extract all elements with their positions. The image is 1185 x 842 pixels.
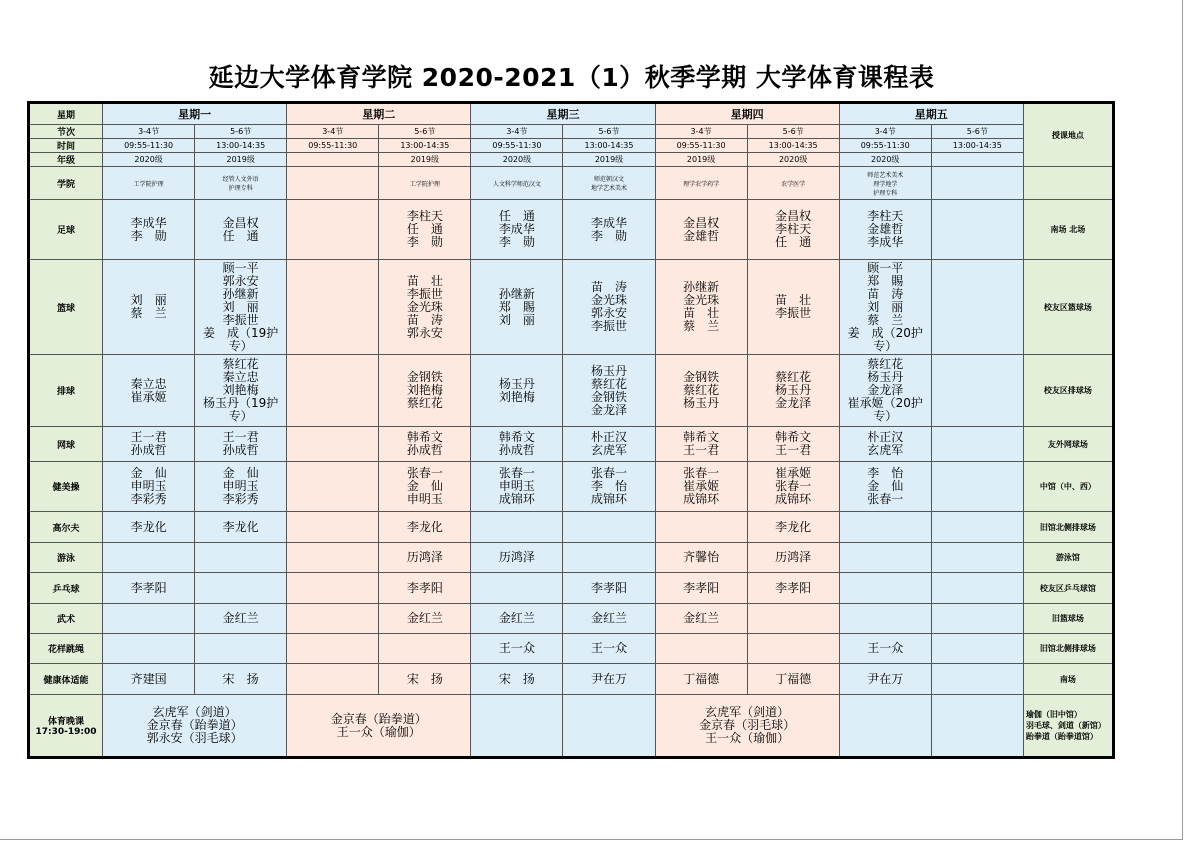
college-label: 学院 (29, 167, 103, 200)
sport-location: 中馆（中、西） (1023, 462, 1113, 512)
teacher-cell: 李成华 李 勋 (103, 200, 195, 260)
grade-cell: 2020级 (839, 153, 931, 167)
sport-row (29, 634, 1114, 664)
section-cell: 3-4节 (287, 125, 379, 139)
teacher-cell: 孙继新 郑 賜 刘 丽 (471, 260, 563, 355)
teacher-cell: 王一君 孙成哲 (195, 427, 287, 462)
teacher-cell (655, 512, 747, 543)
grade-row (29, 153, 1114, 167)
teacher-cell (747, 604, 839, 634)
sport-location: 校友区排球场 (1023, 355, 1113, 427)
teacher-cell: 金红兰 (563, 604, 655, 634)
teacher-cell (471, 573, 563, 604)
teacher-cell (931, 462, 1023, 512)
schedule-table (27, 101, 1115, 759)
college-cell: 理学农学药学 (655, 167, 747, 200)
teacher-cell: 金钢铁 刘艳梅 蔡红花 (379, 355, 471, 427)
teacher-cell: 韩希文 王一君 (655, 427, 747, 462)
teacher-cell: 苗 涛 金光珠 郭永安 李振世 (563, 260, 655, 355)
college-location-empty (1023, 167, 1113, 200)
teacher-cell: 金红兰 (195, 604, 287, 634)
teacher-cell: 张春一 崔承姬 成锦环 (655, 462, 747, 512)
grade-cell: 2020级 (747, 153, 839, 167)
section-cell: 5-6节 (747, 125, 839, 139)
section-cell: 3-4节 (839, 125, 931, 139)
teacher-cell: 李龙化 (747, 512, 839, 543)
teacher-cell: 孙继新 金光珠 苗 壮 蔡 兰 (655, 260, 747, 355)
section-row (29, 125, 1114, 139)
day-header-tue: 星期二 (287, 103, 471, 125)
section-cell: 3-4节 (655, 125, 747, 139)
teacher-cell: 张春一 申明玉 成锦环 (471, 462, 563, 512)
teacher-cell (931, 200, 1023, 260)
time-cell: 09:55-11:30 (287, 139, 379, 153)
sport-label: 武术 (29, 604, 103, 634)
sport-label: 乒乓球 (29, 573, 103, 604)
grade-cell: 2019级 (195, 153, 287, 167)
sport-row (29, 664, 1114, 695)
college-cell (287, 167, 379, 200)
evening-label: 体育晚课 17:30-19:00 (29, 695, 103, 758)
teacher-cell: 金 仙 申明玉 李彩秀 (103, 462, 195, 512)
grade-cell: 2020级 (103, 153, 195, 167)
teacher-cell (931, 512, 1023, 543)
grade-label: 年级 (29, 153, 103, 167)
location-header: 授课地点 (1023, 103, 1113, 167)
sport-row (29, 200, 1114, 260)
teacher-cell: 尹在万 (839, 664, 931, 695)
time-cell: 09:55-11:30 (103, 139, 195, 153)
time-cell: 13:00-14:35 (747, 139, 839, 153)
section-label: 节次 (29, 125, 103, 139)
teacher-cell: 宋 扬 (195, 664, 287, 695)
teacher-cell: 张春一 李 怡 成锦环 (563, 462, 655, 512)
grade-cell: 2020级 (471, 153, 563, 167)
time-cell: 13:00-14:35 (379, 139, 471, 153)
teacher-cell: 金昌权 任 通 (195, 200, 287, 260)
teacher-cell (839, 512, 931, 543)
teacher-cell (471, 512, 563, 543)
teacher-cell (287, 427, 379, 462)
teacher-cell: 王一君 孙成哲 (103, 427, 195, 462)
teacher-cell (839, 543, 931, 573)
teacher-cell: 崔承姬 张春一 成锦环 (747, 462, 839, 512)
teacher-cell: 李孝阳 (563, 573, 655, 604)
teacher-cell: 宋 扬 (471, 664, 563, 695)
sport-label: 花样跳绳 (29, 634, 103, 664)
teacher-cell: 韩希文 王一君 (747, 427, 839, 462)
day-header-fri: 星期五 (839, 103, 1023, 125)
college-cell: 工学院护理 (103, 167, 195, 200)
teacher-cell (931, 427, 1023, 462)
teacher-cell: 历鸿泽 (379, 543, 471, 573)
teacher-cell: 杨玉丹 刘艳梅 (471, 355, 563, 427)
teacher-cell: 李柱天 金雄哲 李成华 (839, 200, 931, 260)
teacher-cell: 顾一平 郭永安 孙继新 刘 丽 李振世 姜 成（19护专） (195, 260, 287, 355)
teacher-cell: 李成华 李 勋 (563, 200, 655, 260)
teacher-cell: 王一众 (471, 634, 563, 664)
college-cell: 农学医学 (747, 167, 839, 200)
sport-label: 网球 (29, 427, 103, 462)
teacher-cell (287, 604, 379, 634)
section-cell: 3-4节 (471, 125, 563, 139)
evening-wed (471, 695, 563, 758)
teacher-cell: 杨玉丹 蔡红花 金钢铁 金龙泽 (563, 355, 655, 427)
day-header-thu: 星期四 (655, 103, 839, 125)
teacher-cell (195, 543, 287, 573)
sport-location: 旧馆北侧排球场 (1023, 634, 1113, 664)
teacher-cell: 苗 壮 李振世 金光珠 苗 涛 郭永安 (379, 260, 471, 355)
section-cell: 5-6节 (195, 125, 287, 139)
teacher-cell (839, 573, 931, 604)
teacher-cell: 金红兰 (379, 604, 471, 634)
teacher-cell: 刘 丽 蔡 兰 (103, 260, 195, 355)
section-cell: 5-6节 (563, 125, 655, 139)
sport-label: 篮球 (29, 260, 103, 355)
sport-location: 南场 北场 (1023, 200, 1113, 260)
teacher-cell: 李孝阳 (379, 573, 471, 604)
teacher-cell: 宋 扬 (379, 664, 471, 695)
teacher-cell (103, 543, 195, 573)
teacher-cell: 金红兰 (471, 604, 563, 634)
time-label: 时间 (29, 139, 103, 153)
sport-location: 旧篮球场 (1023, 604, 1113, 634)
teacher-cell: 李 怡 金 仙 张春一 (839, 462, 931, 512)
teacher-cell: 韩希文 孙成哲 (471, 427, 563, 462)
teacher-cell: 齐馨怡 (655, 543, 747, 573)
teacher-cell: 尹在万 (563, 664, 655, 695)
grade-cell: 2019级 (379, 153, 471, 167)
time-cell: 09:55-11:30 (471, 139, 563, 153)
teacher-cell: 秦立忠 崔承姬 (103, 355, 195, 427)
time-cell: 09:55-11:30 (839, 139, 931, 153)
teacher-cell: 金 仙 申明玉 李彩秀 (195, 462, 287, 512)
sport-label: 足球 (29, 200, 103, 260)
day-header-mon: 星期一 (103, 103, 287, 125)
teacher-cell (931, 604, 1023, 634)
weekday-label: 星期 (29, 103, 103, 125)
teacher-cell (287, 634, 379, 664)
sport-row (29, 573, 1114, 604)
teacher-cell (287, 512, 379, 543)
day-header-wed: 星期三 (471, 103, 655, 125)
college-cell: 经管人文外语 护理专科 (195, 167, 287, 200)
weekday-row (29, 103, 1114, 125)
time-cell: 13:00-14:35 (563, 139, 655, 153)
teacher-cell: 李柱天 任 通 李 勋 (379, 200, 471, 260)
sport-location: 校友区乒乓球馆 (1023, 573, 1113, 604)
teacher-cell (931, 543, 1023, 573)
sport-row (29, 355, 1114, 427)
teacher-cell: 金昌权 金雄哲 (655, 200, 747, 260)
teacher-cell (287, 462, 379, 512)
evening-tue: 金京春（跆拳道） 王一众（瑜伽） (287, 695, 471, 758)
teacher-cell: 蔡红花 杨玉丹 金龙泽 崔承姬（20护专） (839, 355, 931, 427)
teacher-cell: 李孝阳 (747, 573, 839, 604)
college-cell: 师范朝汉文 地学艺术美术 (563, 167, 655, 200)
college-cell: 师范艺术美术 理学地学 护理专科 (839, 167, 931, 200)
teacher-cell (931, 573, 1023, 604)
teacher-cell: 蔡红花 杨玉丹 金龙泽 (747, 355, 839, 427)
section-cell: 5-6节 (931, 125, 1023, 139)
teacher-cell (287, 355, 379, 427)
teacher-cell: 丁福德 (747, 664, 839, 695)
evening-location: 瑜伽（旧中馆） 羽毛球、剑道（新馆） 跆拳道（跆拳道馆） (1023, 695, 1113, 758)
teacher-cell: 李龙化 (379, 512, 471, 543)
teacher-cell (195, 573, 287, 604)
time-row (29, 139, 1114, 153)
teacher-cell: 历鸿泽 (747, 543, 839, 573)
evening-thu: 玄虎军（剑道） 金京春（羽毛球） 王一众（瑜伽） (655, 695, 839, 758)
time-cell: 09:55-11:30 (655, 139, 747, 153)
sport-row (29, 604, 1114, 634)
teacher-cell (287, 200, 379, 260)
teacher-cell: 李孝阳 (103, 573, 195, 604)
teacher-cell (931, 634, 1023, 664)
page-title: 延边大学体育学院 2020-2021（1）秋季学期 大学体育课程表 (208, 63, 935, 92)
teacher-cell (931, 260, 1023, 355)
section-cell: 3-4节 (103, 125, 195, 139)
teacher-cell: 苗 壮 李振世 (747, 260, 839, 355)
teacher-cell: 顾一平 郑 賜 苗 涛 刘 丽 蔡 兰 姜 成（20护专） (839, 260, 931, 355)
teacher-cell (103, 634, 195, 664)
teacher-cell (747, 634, 839, 664)
sport-label: 健美操 (29, 462, 103, 512)
sport-row (29, 462, 1114, 512)
sport-location: 友外网球场 (1023, 427, 1113, 462)
sport-row (29, 260, 1114, 355)
teacher-cell (287, 573, 379, 604)
teacher-cell: 韩希文 孙成哲 (379, 427, 471, 462)
teacher-cell (287, 260, 379, 355)
sport-location: 南场 (1023, 664, 1113, 695)
teacher-cell: 朴正汉 玄虎军 (839, 427, 931, 462)
teacher-cell: 李龙化 (103, 512, 195, 543)
college-row (29, 167, 1114, 200)
teacher-cell: 张春一 金 仙 申明玉 (379, 462, 471, 512)
teacher-cell (287, 543, 379, 573)
time-cell: 13:00-14:35 (195, 139, 287, 153)
schedule-body (29, 103, 1114, 758)
college-cell: 人文科学师范汉文 (471, 167, 563, 200)
grade-cell (931, 153, 1023, 167)
teacher-cell: 金红兰 (655, 604, 747, 634)
evening-mon: 玄虎军（剑道） 金京春（跆拳道） 郭永安（羽毛球） (103, 695, 287, 758)
grade-cell: 2019级 (655, 153, 747, 167)
teacher-cell: 丁福德 (655, 664, 747, 695)
teacher-cell: 李孝阳 (655, 573, 747, 604)
sport-row (29, 543, 1114, 573)
evening-wed-2 (563, 695, 655, 758)
teacher-cell: 蔡红花 秦立忠 刘艳梅 杨玉丹（19护专） (195, 355, 287, 427)
sport-location: 校友区篮球场 (1023, 260, 1113, 355)
teacher-cell: 齐建国 (103, 664, 195, 695)
teacher-cell: 王一众 (839, 634, 931, 664)
sport-label: 排球 (29, 355, 103, 427)
teacher-cell: 李龙化 (195, 512, 287, 543)
sport-label: 健康体适能 (29, 664, 103, 695)
teacher-cell (931, 664, 1023, 695)
teacher-cell (931, 355, 1023, 427)
college-cell: 工学院护理 (379, 167, 471, 200)
teacher-cell (563, 512, 655, 543)
teacher-cell: 任 通 李成华 李 勋 (471, 200, 563, 260)
sport-row (29, 427, 1114, 462)
teacher-cell (195, 634, 287, 664)
grade-cell: 2019级 (563, 153, 655, 167)
teacher-cell: 金昌权 李柱天 任 通 (747, 200, 839, 260)
sport-label: 游泳 (29, 543, 103, 573)
teacher-cell (563, 543, 655, 573)
section-cell: 5-6节 (379, 125, 471, 139)
teacher-cell (287, 664, 379, 695)
teacher-cell (103, 604, 195, 634)
evening-row (29, 695, 1114, 758)
college-cell (931, 167, 1023, 200)
teacher-cell (655, 634, 747, 664)
teacher-cell: 历鸿泽 (471, 543, 563, 573)
teacher-cell: 朴正汉 玄虎军 (563, 427, 655, 462)
teacher-cell (379, 634, 471, 664)
sport-location: 旧馆北侧排球场 (1023, 512, 1113, 543)
sport-location: 游泳馆 (1023, 543, 1113, 573)
evening-fri-2 (931, 695, 1023, 758)
evening-fri (839, 695, 931, 758)
teacher-cell (839, 604, 931, 634)
grade-cell (287, 153, 379, 167)
sport-label: 高尔夫 (29, 512, 103, 543)
time-cell: 13:00-14:35 (931, 139, 1023, 153)
teacher-cell: 金钢铁 蔡红花 杨玉丹 (655, 355, 747, 427)
teacher-cell: 王一众 (563, 634, 655, 664)
sport-row (29, 512, 1114, 543)
